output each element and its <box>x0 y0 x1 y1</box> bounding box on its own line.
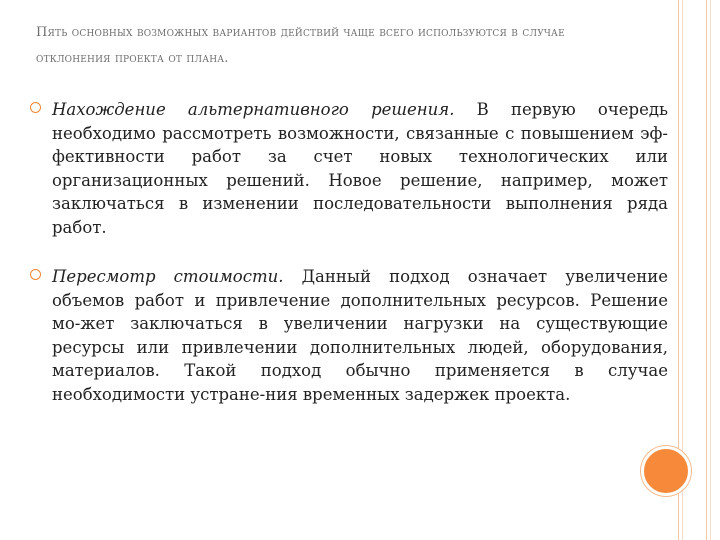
bullet-text <box>52 265 668 406</box>
bullet-item-alternative-solution <box>30 98 670 239</box>
decorative-circle <box>641 446 691 496</box>
decorative-line <box>710 0 711 540</box>
bullet-term: Пересмотр стоимости. <box>52 267 284 286</box>
bullet-text <box>52 98 668 239</box>
bullet-item-cost-review <box>30 265 670 406</box>
bullet-list <box>30 98 670 432</box>
circle-outline-icon <box>30 102 41 113</box>
bullet-body: Данный подход означает увеличение объемов работ и привлечение дополнительных ресурсов. Решение мо-жет заключаться в увеличении нагрузки на существующие ресурсы или привлечении дополнительных людей, оборудования, материалов. Такой подход обычно применяется в случае необходимости устране-ния временных задержек проекта. <box>52 267 668 404</box>
circle-outline-icon <box>30 269 41 280</box>
decorative-line <box>706 0 707 540</box>
bullet-body: В первую очередь необходимо рассмотреть возможности, связанные с повышением эф-фективности работ за счет новых технологических или организационных решений. Новое решение, например, может заключаться в изменении последовательности выполнения ряда работ. <box>52 100 668 237</box>
bullet-term: Нахождение альтернативного решения. <box>52 100 455 119</box>
slide-title: Пять основных возможных вариантов действий чаще всего используются в случае отклонения проекта от плана. <box>36 25 565 66</box>
